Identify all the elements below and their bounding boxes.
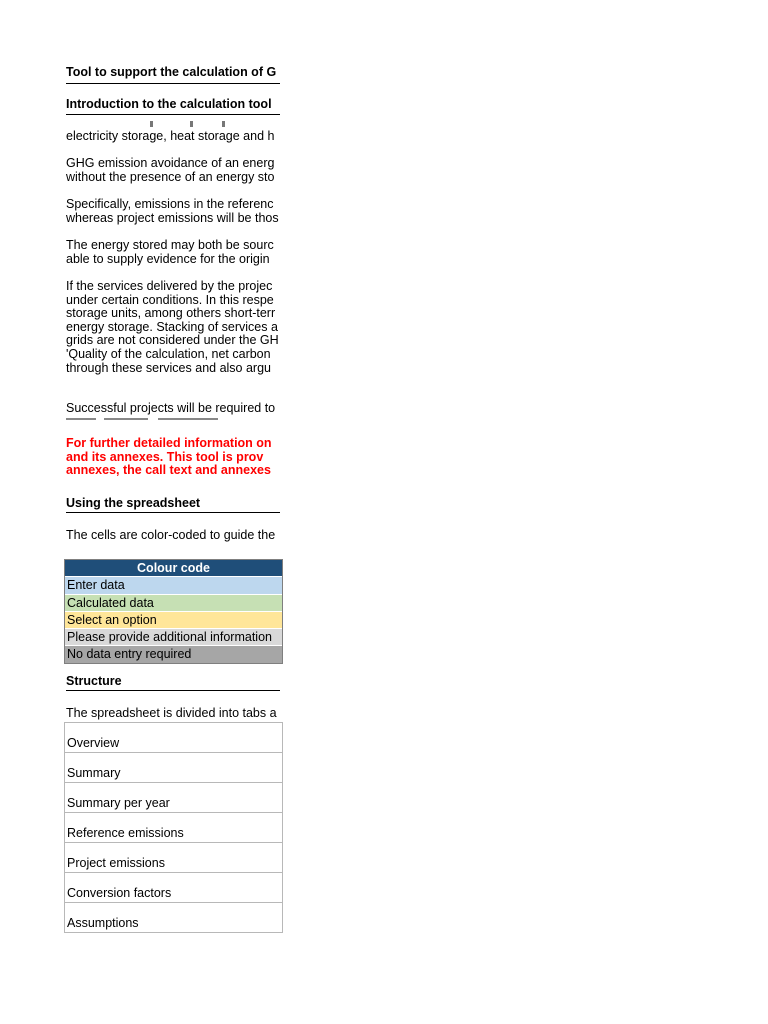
tab-summary-per-year: [65, 782, 282, 812]
intro-line: under certain conditions. In this respe: [66, 292, 274, 307]
tab-overview: [65, 723, 282, 752]
intro-line: without the presence of an energy sto: [66, 169, 275, 184]
colour-code-enter-data: Enter data: [65, 576, 282, 593]
structure-text: The spreadsheet is divided into tabs a: [66, 707, 277, 720]
using-heading: Using the spreadsheet: [66, 497, 201, 510]
intro-line: If the services delivered by the projec: [66, 280, 273, 293]
red-notice: [66, 437, 280, 478]
intro-heading-underline: [66, 114, 280, 115]
tab-label: Conversion factors: [67, 886, 172, 901]
intro-heading: Introduction to the calculation tool: [66, 98, 272, 111]
intro-line: grids are not considered under the GH: [66, 333, 279, 348]
tab-label: Assumptions: [67, 916, 139, 931]
tab-label: Summary per year: [67, 796, 170, 811]
using-heading-underline: [66, 512, 280, 513]
tab-label: Project emissions: [67, 856, 165, 871]
clipped-text-fragment: [150, 121, 280, 127]
colour-code-additional-info: Please provide additional information: [65, 628, 282, 645]
colour-code-no-entry: No data entry required: [65, 645, 282, 662]
tab-reference-emissions: [65, 812, 282, 842]
tabs-list: [64, 722, 283, 933]
page-title: Tool to support the calculation of G: [66, 66, 277, 79]
clipped-text-fragment: [66, 417, 266, 421]
tab-assumptions: [65, 902, 282, 932]
intro-line: through these services and also argu: [66, 360, 271, 375]
intro-line: able to supply evidence for the origin: [66, 251, 270, 266]
title-underline: [66, 83, 280, 84]
red-notice-line: For further detailed information on: [66, 437, 272, 450]
intro-paragraph-2: [66, 198, 280, 225]
tab-label: Overview: [67, 736, 120, 751]
intro-line: 'Quality of the calculation, net carbon: [66, 346, 271, 361]
intro-line: electricity storage, heat storage and h: [66, 130, 275, 143]
tab-summary: [65, 752, 282, 782]
structure-heading: Structure: [66, 675, 122, 688]
colour-code-select-option: Select an option: [65, 611, 282, 628]
tab-label: Reference emissions: [67, 826, 184, 841]
tab-conversion-factors: [65, 872, 282, 902]
intro-line: whereas project emissions will be thos: [66, 210, 279, 225]
intro-paragraph-1: [66, 157, 280, 184]
intro-line: GHG emission avoidance of an energ: [66, 157, 275, 170]
structure-heading-underline: [66, 690, 280, 691]
colour-code-calculated-data: Calculated data: [65, 594, 282, 611]
intro-line: Successful projects will be required to: [66, 402, 276, 415]
using-text: The cells are color-coded to guide the: [66, 529, 276, 542]
colour-code-header: Colour code: [65, 560, 282, 576]
tab-project-emissions: [65, 842, 282, 872]
red-notice-line: annexes, the call text and annexes: [66, 463, 271, 478]
intro-line: The energy stored may both be sourc: [66, 239, 274, 252]
colour-code-table: [64, 559, 283, 664]
intro-paragraph-4: [66, 280, 280, 375]
tab-label: Summary: [67, 766, 121, 781]
intro-line: energy storage. Stacking of services a: [66, 319, 278, 334]
intro-line: Specifically, emissions in the referenc: [66, 198, 274, 211]
red-notice-line: and its annexes. This tool is prov: [66, 449, 264, 464]
intro-paragraph-3: [66, 239, 280, 266]
intro-line: storage units, among others short-terr: [66, 306, 276, 321]
